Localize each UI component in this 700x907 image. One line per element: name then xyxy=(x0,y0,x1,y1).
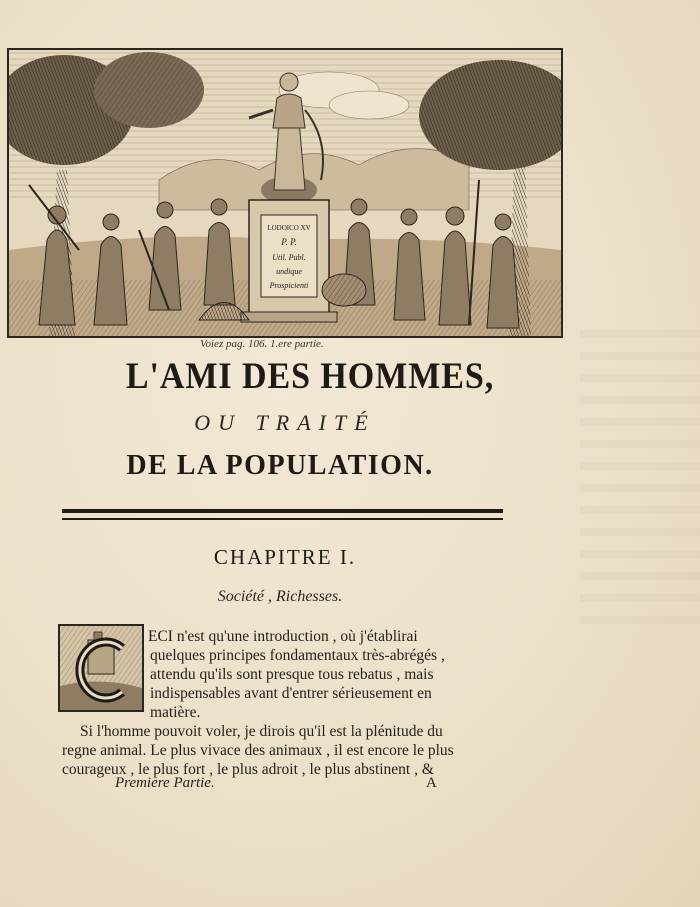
decorated-initial-c xyxy=(58,624,144,712)
engraving-scene xyxy=(9,50,561,336)
pedestal-line-5: Prospicienti xyxy=(269,281,309,290)
engraving-caption: Voiez pag. 106. 1.ere partie. xyxy=(200,338,324,350)
engraving-illustration xyxy=(7,48,563,338)
chapter-heading: CHAPITRE I. xyxy=(213,545,357,569)
body-line-2: quelques principes fondamentaux très-abrégés , xyxy=(150,647,445,664)
body-line-6: Si l'homme pouvoit voler, je dirois qu'il est la plénitude du xyxy=(80,723,443,740)
pedestal-line-2: P. P. xyxy=(281,237,297,247)
body-line-4: indispensables avant d'entrer sérieusement en xyxy=(150,685,432,702)
show-through-texture xyxy=(580,330,700,630)
signature-mark: A xyxy=(426,775,437,791)
book-title-line-3: DE LA POPULATION. xyxy=(126,450,434,481)
pedestal-line-4: undique xyxy=(276,267,302,276)
body-line-8: courageux , le plus fort , le plus adroit , le plus abstinent , & xyxy=(62,761,434,778)
title-rule-thin xyxy=(62,518,503,520)
book-title-line-2: OU TRAITÉ xyxy=(194,410,376,435)
body-line-3: attendu qu'ils sont presque tous rebatus , mais xyxy=(150,666,434,683)
pedestal-line-1: LODOICO XV xyxy=(267,224,311,232)
body-line-7: regne animal. Le plus vivace des animaux , il est encore le plus xyxy=(62,742,454,759)
initial-illustration-icon xyxy=(60,626,142,710)
body-line-5: matière. xyxy=(150,704,201,721)
title-rule-thick xyxy=(62,509,503,513)
chapter-subtitle: Société , Richesses. xyxy=(217,588,343,605)
footer-part-label: Premiere Partie. xyxy=(115,775,215,791)
body-line-1: ECI n'est qu'une introduction , où j'établirai xyxy=(148,628,418,645)
book-title-line-1: L'AMI DES HOMMES, xyxy=(125,356,495,397)
pedestal-line-3: Util. Publ. xyxy=(272,253,306,262)
